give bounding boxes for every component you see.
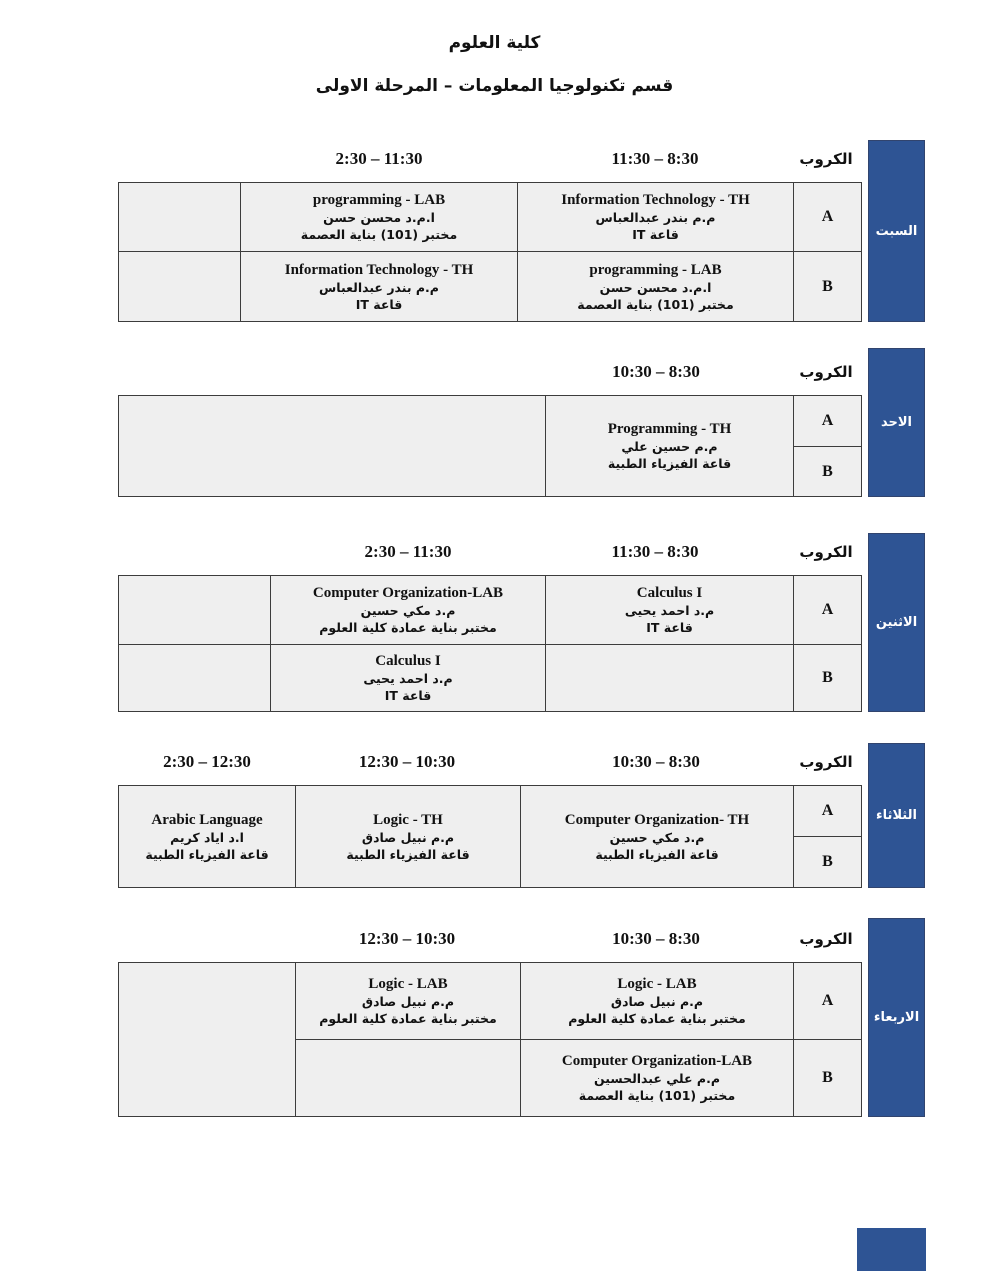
day-label: الاحد bbox=[880, 415, 912, 430]
course-teacher: م.د احمد يحيى bbox=[624, 603, 715, 619]
course-title: Calculus I bbox=[375, 653, 441, 669]
course-cell bbox=[270, 575, 546, 645]
course-title: Calculus I bbox=[636, 585, 703, 601]
group-label: A bbox=[821, 802, 834, 820]
group-label: A bbox=[821, 412, 834, 430]
group-label: A bbox=[821, 992, 834, 1010]
course-teacher: م.م نبيل صادق bbox=[610, 994, 704, 1010]
course-teacher: م.م نبيل صادق bbox=[361, 829, 455, 845]
group-label: B bbox=[822, 277, 833, 295]
course-cell bbox=[545, 575, 794, 645]
time-header-label: 11:30 – 8:30 bbox=[611, 149, 699, 168]
course-title: Information Technology - TH bbox=[284, 261, 474, 278]
course-cell bbox=[517, 251, 794, 322]
course-teacher: م.م بندر عبدالعباس bbox=[319, 279, 439, 295]
course-teacher: ا.م.د محسن حسن bbox=[323, 210, 435, 226]
course-teacher: م.م بندر عبدالعباس bbox=[595, 210, 716, 226]
course-title: Logic - LAB bbox=[368, 976, 448, 992]
course-title: programming - LAB bbox=[589, 261, 722, 278]
day-section-wednesday bbox=[118, 918, 925, 1117]
empty-cell bbox=[295, 1039, 521, 1117]
course-teacher: م.د احمد يحيى bbox=[363, 671, 453, 687]
group-label: B bbox=[822, 462, 833, 480]
time-header-label: 2:30 – 11:30 bbox=[364, 542, 452, 561]
group-cell-a bbox=[793, 785, 862, 837]
group-cell-a bbox=[793, 395, 862, 447]
group-cell-a bbox=[793, 962, 862, 1040]
course-room: قاعة الفيزياء الطبية bbox=[607, 456, 732, 472]
day-band bbox=[868, 918, 925, 1117]
time-header-label: 10:30 – 8:30 bbox=[612, 929, 700, 948]
group-cell-b bbox=[793, 251, 862, 322]
course-teacher: م.م حسين علي bbox=[621, 439, 718, 455]
course-cell bbox=[520, 1039, 794, 1117]
empty-cell bbox=[118, 182, 241, 252]
day-label: الاربعاء bbox=[873, 1010, 920, 1025]
group-label: B bbox=[822, 1069, 833, 1087]
group-cell-b bbox=[793, 1039, 862, 1117]
course-room: مختبر (101) بناية العصمة bbox=[300, 227, 458, 243]
day-band bbox=[868, 348, 925, 497]
group-label: B bbox=[822, 669, 833, 687]
course-room: مختبر بناية عمادة كلية العلوم bbox=[568, 1011, 746, 1027]
course-room: مختبر بناية عمادة كلية العلوم bbox=[319, 1011, 497, 1027]
course-cell bbox=[520, 962, 794, 1040]
course-teacher: م.د مكي حسين bbox=[609, 829, 705, 845]
empty-cell bbox=[118, 644, 271, 712]
day-band bbox=[868, 743, 925, 888]
group-header-label: الكروب bbox=[799, 150, 853, 168]
course-cell bbox=[520, 785, 794, 888]
time-header-label: 10:30 – 8:30 bbox=[612, 362, 700, 381]
group-header-label: الكروب bbox=[799, 753, 853, 771]
course-teacher: م.د مكي حسين bbox=[360, 603, 456, 619]
course-title: Computer Organization-LAB bbox=[312, 585, 504, 601]
course-cell bbox=[240, 182, 518, 252]
course-cell bbox=[295, 962, 521, 1040]
course-cell bbox=[295, 785, 521, 888]
day-label: السبت bbox=[875, 223, 918, 239]
course-title: Programming - TH bbox=[607, 421, 732, 437]
course-teacher: م.م علي عبدالحسين bbox=[594, 1071, 720, 1087]
course-room: مختبر بناية عمادة كلية العلوم bbox=[319, 620, 497, 636]
course-cell bbox=[545, 395, 794, 497]
course-cell bbox=[270, 644, 546, 712]
course-title: Information Technology - TH bbox=[561, 192, 750, 208]
empty-cell bbox=[118, 251, 241, 322]
course-cell bbox=[517, 182, 794, 252]
course-room: قاعة IT bbox=[646, 620, 693, 636]
course-room: قاعة الفيزياء الطبية bbox=[595, 846, 719, 862]
empty-cell bbox=[118, 962, 296, 1117]
day-label: الثلاثاء bbox=[876, 808, 917, 823]
course-title: Logic - TH bbox=[373, 811, 443, 828]
group-header-label: الكروب bbox=[799, 543, 853, 561]
group-label: A bbox=[821, 601, 834, 619]
group-header-label: الكروب bbox=[799, 363, 853, 381]
course-room: قاعة IT bbox=[384, 688, 432, 704]
course-teacher: ا.د اياد كريم bbox=[170, 829, 244, 845]
empty-cell bbox=[545, 644, 794, 712]
course-cell bbox=[118, 785, 296, 888]
group-label: B bbox=[822, 853, 833, 871]
group-cell-b bbox=[793, 446, 862, 497]
group-cell-b bbox=[793, 644, 862, 712]
time-header-label: 2:30 – 12:30 bbox=[163, 752, 251, 771]
time-header-label: 2:30 – 11:30 bbox=[335, 149, 423, 168]
day-band bbox=[868, 533, 925, 712]
course-room: مختبر (101) بناية العصمة bbox=[577, 296, 734, 312]
group-cell-a bbox=[793, 575, 862, 645]
course-title: Logic - LAB bbox=[617, 976, 697, 992]
course-cell bbox=[240, 251, 518, 322]
course-room: قاعة الفيزياء الطبية bbox=[145, 846, 269, 862]
course-room: مختبر (101) بناية العصمة bbox=[578, 1088, 736, 1104]
empty-cell bbox=[118, 395, 546, 497]
day-section-monday bbox=[118, 533, 925, 712]
day-label: الاثنين bbox=[875, 615, 918, 630]
group-cell-a bbox=[793, 182, 862, 252]
department-subtitle: قسم تكنولوجيا المعلومات – المرحلة الاولى bbox=[315, 76, 674, 96]
course-title: Computer Organization-LAB bbox=[561, 1053, 753, 1069]
course-room: قاعة الفيزياء الطبية bbox=[346, 846, 470, 862]
course-title: Arabic Language bbox=[151, 811, 263, 828]
group-header-label: الكروب bbox=[799, 930, 853, 948]
time-header-label: 12:30 – 10:30 bbox=[358, 929, 456, 948]
course-title: programming - LAB bbox=[312, 192, 446, 208]
empty-cell bbox=[118, 575, 271, 645]
day-band bbox=[868, 140, 925, 322]
course-teacher: م.م نبيل صادق bbox=[361, 994, 455, 1010]
course-room: قاعة IT bbox=[632, 227, 679, 243]
group-cell-b bbox=[793, 836, 862, 888]
college-title: كلية العلوم bbox=[448, 33, 541, 53]
time-header-label: 12:30 – 10:30 bbox=[358, 752, 456, 771]
group-label: A bbox=[821, 208, 834, 226]
day-section-sunday bbox=[118, 348, 925, 497]
course-room: قاعة IT bbox=[355, 296, 403, 312]
day-section-saturday bbox=[118, 140, 925, 322]
time-header-label: 10:30 – 8:30 bbox=[612, 752, 700, 771]
bottom-blue-box bbox=[857, 1228, 926, 1271]
course-title: Computer Organization- TH bbox=[564, 811, 750, 828]
day-section-tuesday bbox=[118, 743, 925, 888]
course-teacher: ا.م.د محسن حسن bbox=[599, 279, 712, 295]
time-header-label: 11:30 – 8:30 bbox=[611, 542, 699, 561]
